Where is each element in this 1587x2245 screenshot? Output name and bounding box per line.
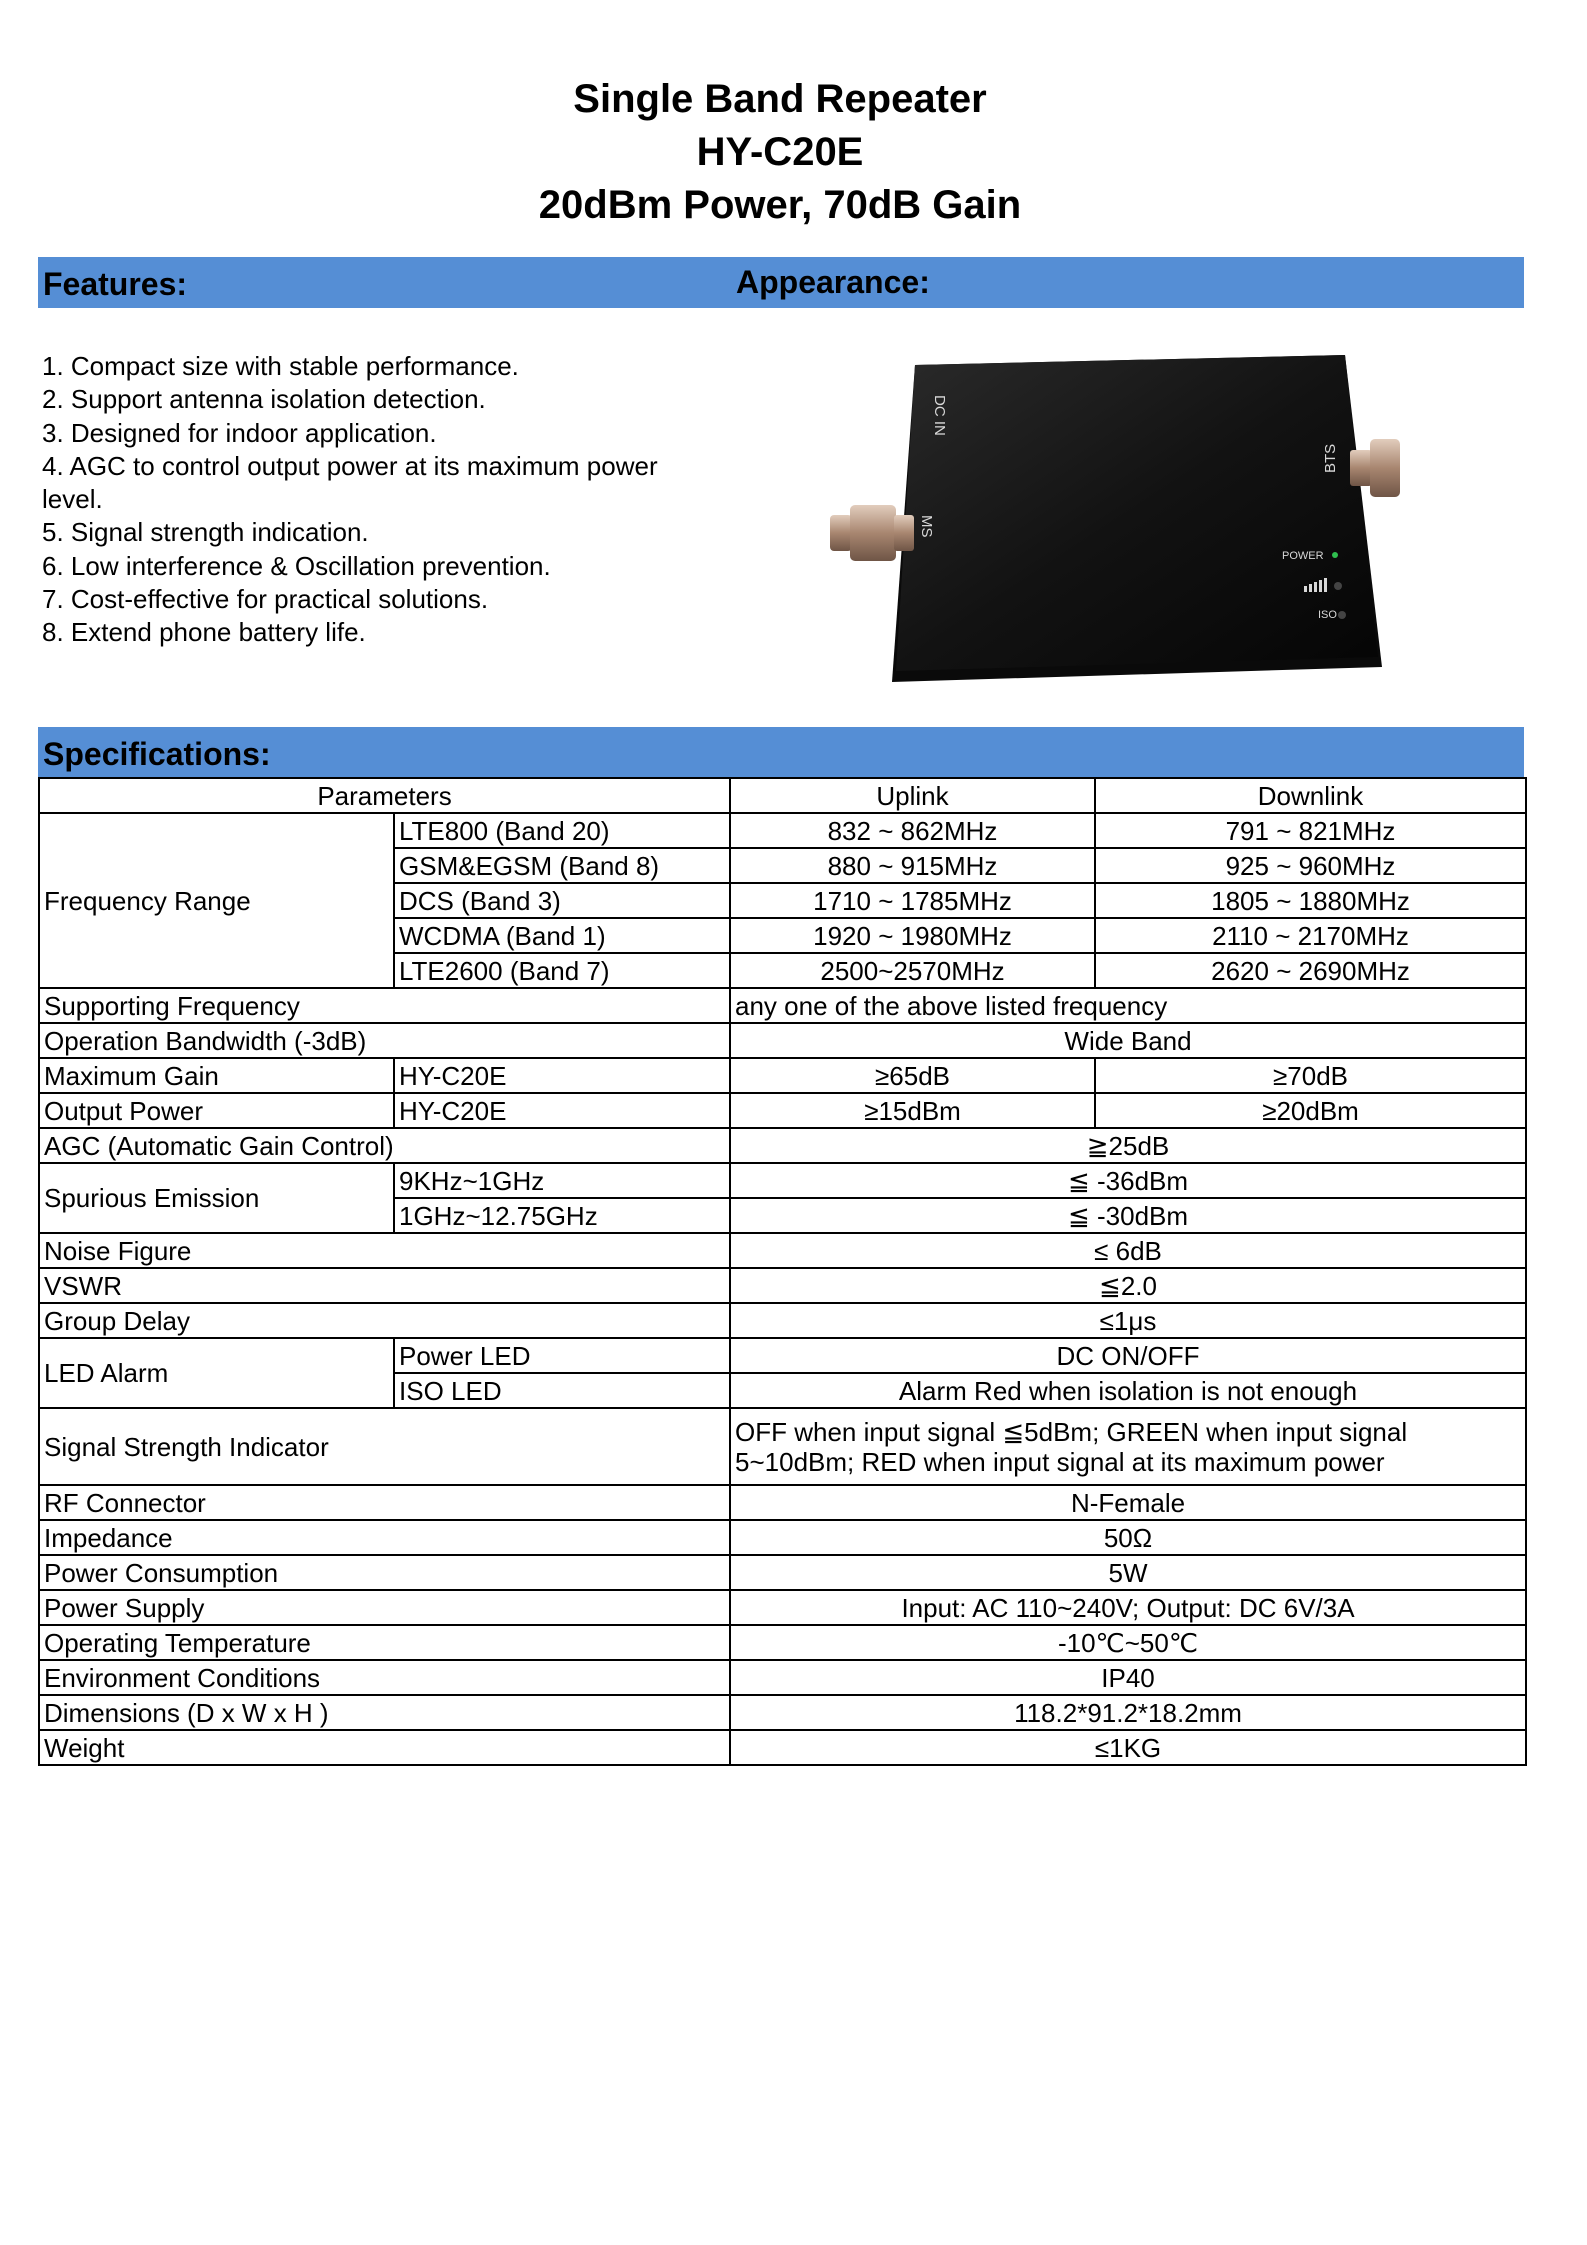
list-item: 6. Low interference & Oscillation prevention. [42,550,551,581]
param-label: Operation Bandwidth (-3dB) [39,1023,730,1058]
downlink-value: ≥20dBm [1095,1093,1526,1128]
iso-led-icon [1338,611,1346,619]
signal-strength-line1: OFF when input signal ≦5dBm; GREEN when input signal [735,1416,1408,1447]
list-item: 4. AGC to control output power at its maximum power level. [42,450,658,515]
param-label: Supporting Frequency [39,988,730,1023]
band-downlink: 1805 ~ 1880MHz [1095,883,1526,918]
doc-subtitle: 20dBm Power, 70dB Gain [538,183,1022,227]
band-downlink: 791 ~ 821MHz [1095,813,1526,848]
model-cell: HY-C20E [394,1093,730,1128]
param-value: ≦2.0 [730,1268,1526,1303]
band-name: LTE2600 (Band 7) [394,953,730,988]
band-downlink: 925 ~ 960MHz [1095,848,1526,883]
table-row [39,1233,1526,1268]
table-row [39,1520,1526,1555]
table-row [39,1695,1526,1730]
frequency-range-label: Frequency Range [39,813,394,988]
band-uplink: 880 ~ 915MHz [730,848,1095,883]
table-row [39,1555,1526,1590]
param-label: Operating Temperature [39,1625,730,1660]
header-uplink: Uplink [730,778,1095,813]
specifications-heading: Specifications: [43,736,271,772]
uplink-value: ≥15dBm [730,1093,1095,1128]
band-uplink: 1920 ~ 1980MHz [730,918,1095,953]
table-row [39,1093,1526,1128]
param-value: DC ON/OFF [730,1338,1526,1373]
dc-in-label: DC IN [931,395,948,436]
led-name: ISO LED [394,1373,730,1408]
param-label: Dimensions (D x W x H ) [39,1695,730,1730]
param-label: Environment Conditions [39,1660,730,1695]
param-value: any one of the above listed frequency [730,988,1526,1023]
param-value: ≧25dB [730,1128,1526,1163]
band-name: DCS (Band 3) [394,883,730,918]
power-led-icon [1332,552,1338,558]
band-name: LTE800 (Band 20) [394,813,730,848]
table-row [39,1128,1526,1163]
table-row [39,1338,1526,1373]
param-label: RF Connector [39,1485,730,1520]
param-value: ≤1KG [730,1730,1526,1765]
list-item: 7. Cost-effective for practical solutions. [42,584,489,615]
specifications-table [38,777,1527,1766]
param-label: Maximum Gain [39,1058,394,1093]
table-row [39,1660,1526,1695]
device-body [896,355,1378,671]
band-downlink: 2620 ~ 2690MHz [1095,953,1526,988]
range-cell: 9KHz~1GHz [394,1163,730,1198]
param-value: ≦ -36dBm [730,1163,1526,1198]
param-label: Impedance [39,1520,730,1555]
band-downlink: 2110 ~ 2170MHz [1095,918,1526,953]
band-name: WCDMA (Band 1) [394,918,730,953]
signal-strength-line2: 5~10dBm; RED when input signal at its maximum power [735,1446,1385,1477]
list-item: 5. Signal strength indication. [42,517,369,548]
param-value: ≤1μs [730,1303,1526,1338]
param-label: LED Alarm [39,1338,394,1408]
uplink-value: ≥65dB [730,1058,1095,1093]
param-value [730,1408,1526,1485]
bts-label: BTS [1322,443,1339,473]
ms-label: MS [918,515,935,538]
param-label: VSWR [39,1268,730,1303]
table-row [39,1730,1526,1765]
header-parameters: Parameters [39,778,730,813]
table-row [39,988,1526,1023]
doc-title: Single Band Repeater [573,77,987,121]
table-row [39,813,1526,848]
param-label: Weight [39,1730,730,1765]
band-name: GSM&EGSM (Band 8) [394,848,730,883]
table-row [39,1023,1526,1058]
param-value: ≦ -30dBm [730,1198,1526,1233]
param-value: ≤ 6dB [730,1233,1526,1268]
param-value: Input: AC 110~240V; Output: DC 6V/3A [730,1590,1526,1625]
list-item: 3. Designed for indoor application. [42,417,437,448]
band-uplink: 1710 ~ 1785MHz [730,883,1095,918]
param-value: N-Female [730,1485,1526,1520]
table-row [39,1268,1526,1303]
model-cell: HY-C20E [394,1058,730,1093]
led-name: Power LED [394,1338,730,1373]
table-row [39,778,1526,813]
appearance-heading: Appearance: [736,264,930,300]
param-label: Group Delay [39,1303,730,1338]
list-item: 1. Compact size with stable performance. [42,351,519,381]
param-label: Output Power [39,1093,394,1128]
param-value: 5W [730,1555,1526,1590]
param-value: Alarm Red when isolation is not enough [730,1373,1526,1408]
param-value: Wide Band [730,1023,1526,1058]
table-row [39,1625,1526,1660]
param-label: Signal Strength Indicator [39,1408,730,1485]
param-label: Power Consumption [39,1555,730,1590]
model-number: HY-C20E [696,130,864,174]
table-row [39,1303,1526,1338]
table-row [39,1590,1526,1625]
band-uplink: 832 ~ 862MHz [730,813,1095,848]
list-item: 2. Support antenna isolation detection. [42,384,486,415]
features-list [42,350,702,650]
param-label: Power Supply [39,1590,730,1625]
param-value: 50Ω [730,1520,1526,1555]
band-uplink: 2500~2570MHz [730,953,1095,988]
features-heading: Features: [43,266,188,302]
param-value: 118.2*91.2*18.2mm [730,1695,1526,1730]
table-row [39,1058,1526,1093]
power-led-label: POWER [1282,550,1324,562]
param-label: Spurious Emission [39,1163,394,1233]
downlink-value: ≥70dB [1095,1058,1526,1093]
table-row [39,1408,1526,1485]
list-item: 8. Extend phone battery life. [42,617,366,648]
param-label: Noise Figure [39,1233,730,1268]
table-row [39,1485,1526,1520]
product-image [820,355,1400,685]
range-cell: 1GHz~12.75GHz [394,1198,730,1233]
param-label: AGC (Automatic Gain Control) [39,1128,730,1163]
header-downlink: Downlink [1095,778,1526,813]
signal-led-icon [1334,582,1342,590]
param-value: IP40 [730,1660,1526,1695]
iso-led-label: ISO [1318,609,1337,621]
table-row [39,1163,1526,1198]
param-value: -10℃~50℃ [730,1625,1526,1660]
